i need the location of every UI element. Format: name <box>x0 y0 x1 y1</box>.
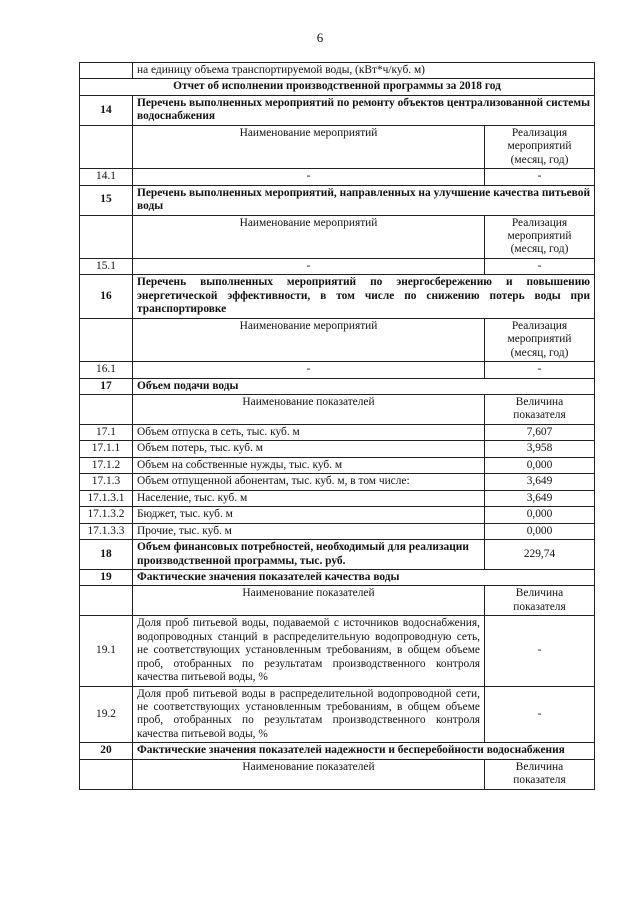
page-number: 6 <box>316 30 324 45</box>
table-row <box>80 362 595 378</box>
section-number: 18 <box>80 540 133 570</box>
row-number: 17.1.3.3 <box>80 523 133 539</box>
section-number: 20 <box>80 743 133 759</box>
row-value: 3,649 <box>485 474 595 490</box>
column-header-row <box>80 215 595 258</box>
row-name: Доля проб питьевой воды, подаваемой с источников водоснабжения, водопроводных станций в распределительную водопроводную сеть, не соответствующих установленным требованиям, в общем объеме проб, отобранных по результатам производственного контроля качества питьевой воды, % <box>133 616 485 686</box>
column-header-value: Реализация мероприятий (месяц, год) <box>485 125 595 168</box>
table-row <box>80 258 595 274</box>
row-value: 7,607 <box>485 424 595 440</box>
section-18-row <box>80 540 595 570</box>
column-header-value: Реализация мероприятий (месяц, год) <box>485 318 595 361</box>
section-17-header <box>80 378 595 394</box>
row-name: - <box>133 258 485 274</box>
section-title: Фактические значения показателей качества воды <box>133 569 595 585</box>
section-title: Фактические значения показателей надежности и бесперебойности водоснабжения <box>133 743 595 759</box>
section-20-header <box>80 743 595 759</box>
table-row <box>80 441 595 457</box>
row-value: 0,000 <box>485 507 595 523</box>
table-row <box>80 457 595 473</box>
table-row <box>80 490 595 506</box>
table-row <box>80 507 595 523</box>
column-header-value: Величина показателя <box>485 586 595 616</box>
column-header-value: Величина показателя <box>485 759 595 789</box>
row-name: Объем отпуска в сеть, тыс. куб. м <box>133 424 485 440</box>
row-name: - <box>133 169 485 185</box>
column-header-row <box>80 125 595 168</box>
row-name: Бюджет, тыс. куб. м <box>133 507 485 523</box>
table-row <box>80 686 595 743</box>
section-15-header <box>80 185 595 215</box>
column-header-value: Реализация мероприятий (месяц, год) <box>485 215 595 258</box>
section-number: 14 <box>80 95 133 125</box>
section-number: 16 <box>80 275 133 318</box>
row-value: 0,000 <box>485 523 595 539</box>
empty-cell <box>80 63 133 79</box>
row-value: 0,000 <box>485 457 595 473</box>
column-header-row <box>80 759 595 789</box>
section-16-header <box>80 275 595 318</box>
section-number: 19 <box>80 569 133 585</box>
empty-cell <box>80 394 133 424</box>
column-header-name: Наименование показателей <box>133 586 485 616</box>
row-value: - <box>485 686 595 743</box>
column-header-row <box>80 586 595 616</box>
row-number: 17.1.3 <box>80 474 133 490</box>
row-name: Объем потерь, тыс. куб. м <box>133 441 485 457</box>
row-name: Прочие, тыс. куб. м <box>133 523 485 539</box>
column-header-name: Наименование мероприятий <box>133 318 485 361</box>
table-row <box>80 169 595 185</box>
section-19-header <box>80 569 595 585</box>
table-row <box>80 616 595 686</box>
row-value: - <box>485 362 595 378</box>
table-row <box>80 424 595 440</box>
table-row <box>80 474 595 490</box>
section-number: 15 <box>80 185 133 215</box>
row-name: Население, тыс. куб. м <box>133 490 485 506</box>
row-name: Доля проб питьевой воды в распределительной водопроводной сети, не соответствующих установленным требованиям, в общем объеме проб, отобранных по результатам производственного контроля качества питьевой воды, % <box>133 686 485 743</box>
section-title: Перечень выполненных мероприятий, направленных на улучшение качества питьевой воды <box>133 185 595 215</box>
row-number: 17.1.3.1 <box>80 490 133 506</box>
row-value: 3,958 <box>485 441 595 457</box>
row-number: 17.1 <box>80 424 133 440</box>
column-header-value: Величина показателя <box>485 394 595 424</box>
row-number: 14.1 <box>80 169 133 185</box>
column-header-name: Наименование показателей <box>133 759 485 789</box>
column-header-name: Наименование показателей <box>133 394 485 424</box>
production-program-report-table <box>79 62 595 790</box>
section-title: Объем подачи воды <box>133 378 595 394</box>
row-value: 3,649 <box>485 490 595 506</box>
row-name: Объем отпущенной абонентам, тыс. куб. м, в том числе: <box>133 474 485 490</box>
empty-cell <box>80 125 133 168</box>
column-header-name: Наименование мероприятий <box>133 125 485 168</box>
empty-cell <box>80 318 133 361</box>
row-value: 229,74 <box>485 540 595 570</box>
empty-cell <box>80 586 133 616</box>
column-header-name: Наименование мероприятий <box>133 215 485 258</box>
row-number: 17.1.3.2 <box>80 507 133 523</box>
section-14-header <box>80 95 595 125</box>
row-value: - <box>485 169 595 185</box>
section-title: Объем финансовых потребностей, необходимый для реализации производственной программы, тыс. руб. <box>133 540 485 570</box>
table-row <box>80 79 595 95</box>
table-row <box>80 63 595 79</box>
row-number: 17.1.2 <box>80 457 133 473</box>
table-row <box>80 523 595 539</box>
row-number: 19.2 <box>80 686 133 743</box>
column-header-row <box>80 318 595 361</box>
empty-cell <box>80 215 133 258</box>
column-header-row <box>80 394 595 424</box>
report-title: Отчет об исполнении производственной программы за 2018 год <box>80 79 595 95</box>
empty-cell <box>80 759 133 789</box>
row-value: - <box>485 616 595 686</box>
section-title: Перечень выполненных мероприятий по энергосбережению и повышению энергетической эффективности, в том числе по снижению потерь воды при транспортировке <box>133 275 595 318</box>
section-number: 17 <box>80 378 133 394</box>
row-name: Объем на собственные нужды, тыс. куб. м <box>133 457 485 473</box>
top-row-text: на единицу объема транспортируемой воды, (кВт*ч/куб. м) <box>133 63 595 79</box>
section-title: Перечень выполненных мероприятий по ремонту объектов централизованной системы водоснабжения <box>133 95 595 125</box>
row-number: 15.1 <box>80 258 133 274</box>
row-number: 16.1 <box>80 362 133 378</box>
row-number: 19.1 <box>80 616 133 686</box>
row-name: - <box>133 362 485 378</box>
row-number: 17.1.1 <box>80 441 133 457</box>
row-value: - <box>485 258 595 274</box>
